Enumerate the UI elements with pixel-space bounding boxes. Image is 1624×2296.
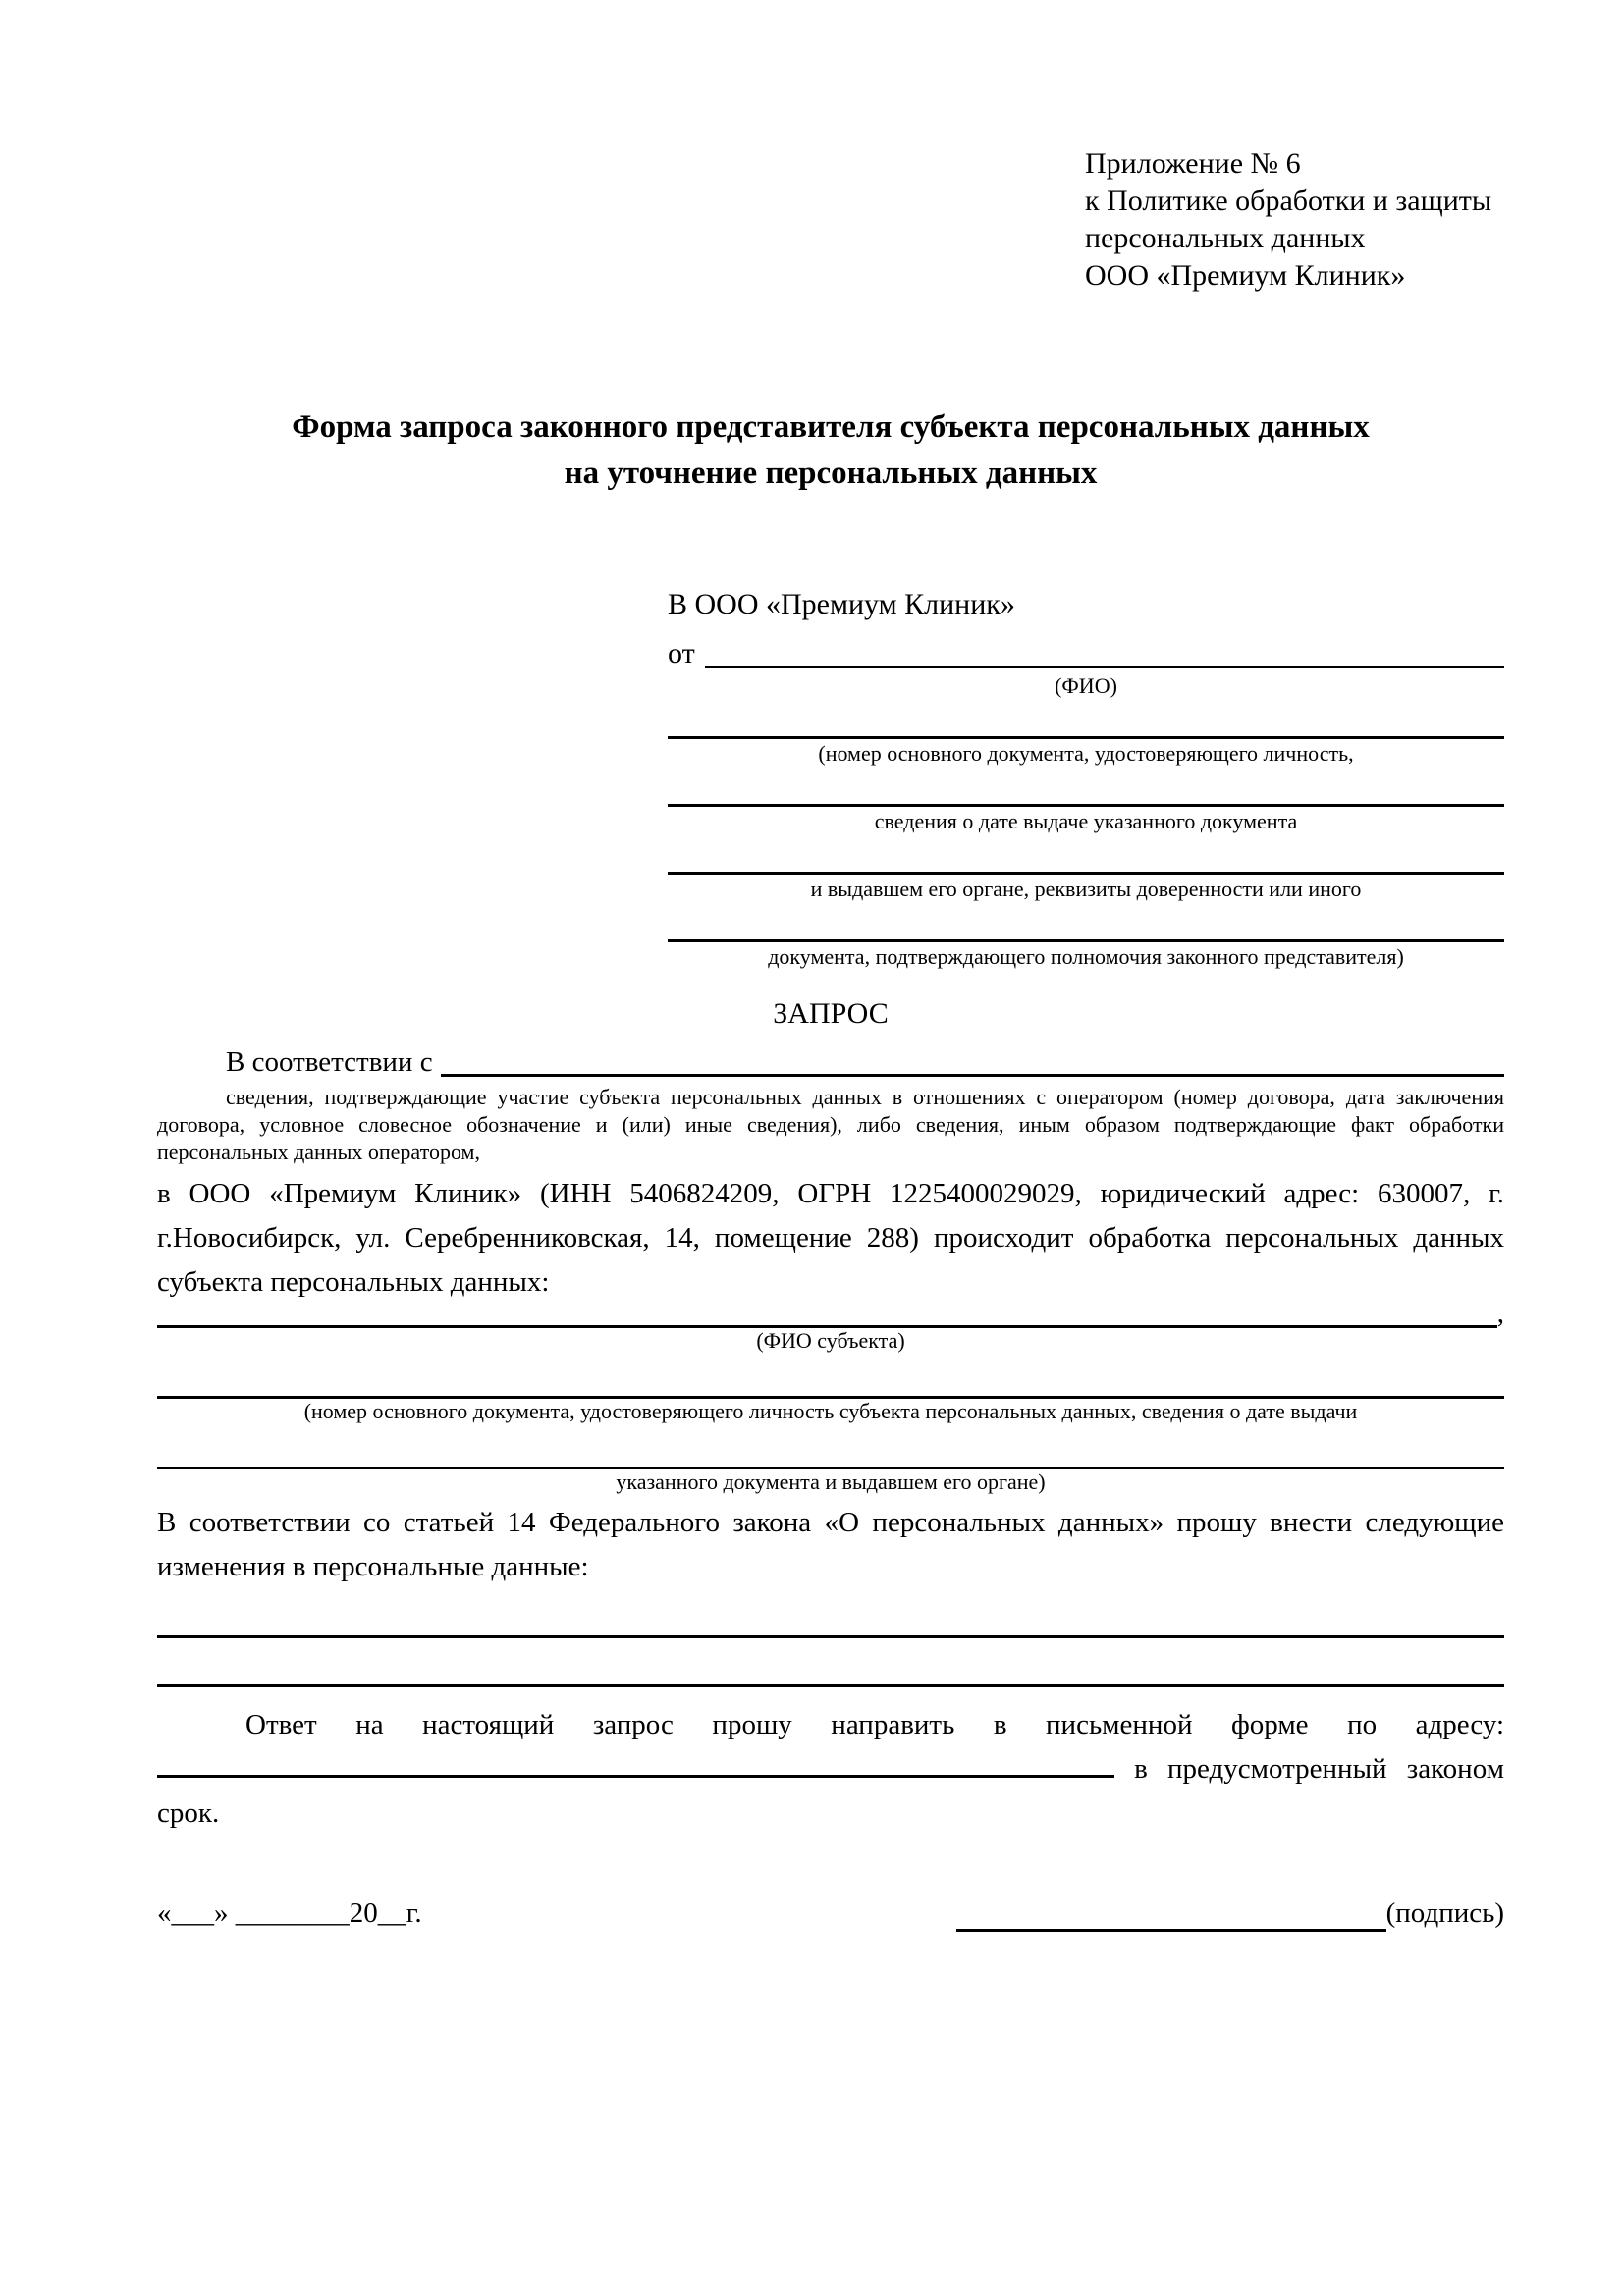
date-line: «___» ________20__г. xyxy=(157,1897,422,1929)
subject-fio-row xyxy=(157,1298,1504,1329)
subject-doc-row-2 xyxy=(157,1424,1504,1469)
from-name-blank xyxy=(705,634,1504,668)
basis-prefix: В соответствии с xyxy=(226,1046,433,1078)
representative-doc-caption-2: сведения о дате выдаче указанного документа xyxy=(874,809,1298,833)
representative-doc-caption-4: документа, подтверждающего полномочия законного представителя) xyxy=(768,944,1404,969)
changes-row-2 xyxy=(157,1638,1504,1687)
representative-doc-caption-1: (номер основного документа, удостоверяющего личность, xyxy=(818,741,1354,766)
signature-blank xyxy=(956,1896,1386,1932)
representative-doc-blank-1 xyxy=(668,699,1504,739)
appendix-line-2: к Политике обработки и защиты xyxy=(1085,185,1492,217)
basis-row xyxy=(157,1042,1504,1082)
appendix-line-4: ООО «Премиум Клиник» xyxy=(1085,259,1406,292)
changes-blank-2 xyxy=(157,1684,1504,1687)
addressee-block xyxy=(668,587,1504,970)
signature-caption: (подпись) xyxy=(1385,1897,1504,1929)
response-text: Ответ на настоящий запрос прошу направить в письменной форме по адресу: xyxy=(245,1709,1504,1740)
article-paragraph: В соответствии со статьей 14 Федерального закона «О персональных данных» прошу внести следующие изменения в персональные данные: xyxy=(157,1507,1504,1582)
subject-doc-row-1 xyxy=(157,1354,1504,1399)
fio-caption: (ФИО) xyxy=(1055,673,1117,698)
form-title-line-2: на уточнение персональных данных xyxy=(564,455,1098,491)
appendix-note xyxy=(1085,145,1504,294)
form-title xyxy=(157,404,1504,497)
subject-fio-caption: (ФИО субъекта) xyxy=(756,1328,905,1353)
representative-doc-blank-2 xyxy=(668,767,1504,807)
signature-area xyxy=(956,1895,1504,1932)
from-label: от xyxy=(668,637,695,669)
representative-doc-caption-3: и выдавшем его органе, реквизиты доверенности или иного xyxy=(810,877,1362,901)
addressee-organization: В ООО «Премиум Клиник» xyxy=(668,588,1015,620)
subject-fio-suffix: , xyxy=(1496,1298,1504,1329)
from-row xyxy=(668,634,1504,673)
subject-doc-caption-1: (номер основного документа, удостоверяющего личность субъекта персональных данных, сведения о дате выдачи xyxy=(303,1399,1358,1423)
document-content xyxy=(157,0,1504,1932)
appendix-line-3: персональных данных xyxy=(1085,222,1366,254)
appendix-line-1: Приложение № 6 xyxy=(1085,147,1301,180)
representative-doc-blank-3 xyxy=(668,834,1504,875)
basis-blank xyxy=(441,1042,1504,1077)
footer-row xyxy=(157,1895,1504,1932)
response-paragraph xyxy=(157,1703,1504,1836)
request-heading: ЗАПРОС xyxy=(773,997,889,1030)
operator-paragraph: в ООО «Премиум Клиник» (ИНН 5406824209, ОГРН 1225400029029, юридический адрес: 630007, г. г.Новосибирск, ул. Серебренниковская, 14, помещение 288) происходит обработка персональных данных субъекта персональных данных: xyxy=(157,1178,1504,1298)
subject-doc-caption-2: указанного документа и выдавшем его органе) xyxy=(616,1469,1046,1494)
response-address-blank xyxy=(157,1775,1114,1778)
response-tail: в предусмотренный законом срок. xyxy=(157,1753,1504,1829)
changes-row-1 xyxy=(157,1589,1504,1638)
basis-caption: сведения, подтверждающие участие субъекта персональных данных в отношениях с оператором (номер договора, дата заключения договора, условное словесное обозначение и (или) иные сведения), либо сведения, иным образом подтверждающие факт обработки персональных данных оператором, xyxy=(157,1085,1504,1164)
form-title-line-1: Форма запроса законного представителя субъекта персональных данных xyxy=(292,409,1370,445)
changes-blank-1 xyxy=(157,1635,1504,1638)
representative-doc-blank-4 xyxy=(668,902,1504,942)
